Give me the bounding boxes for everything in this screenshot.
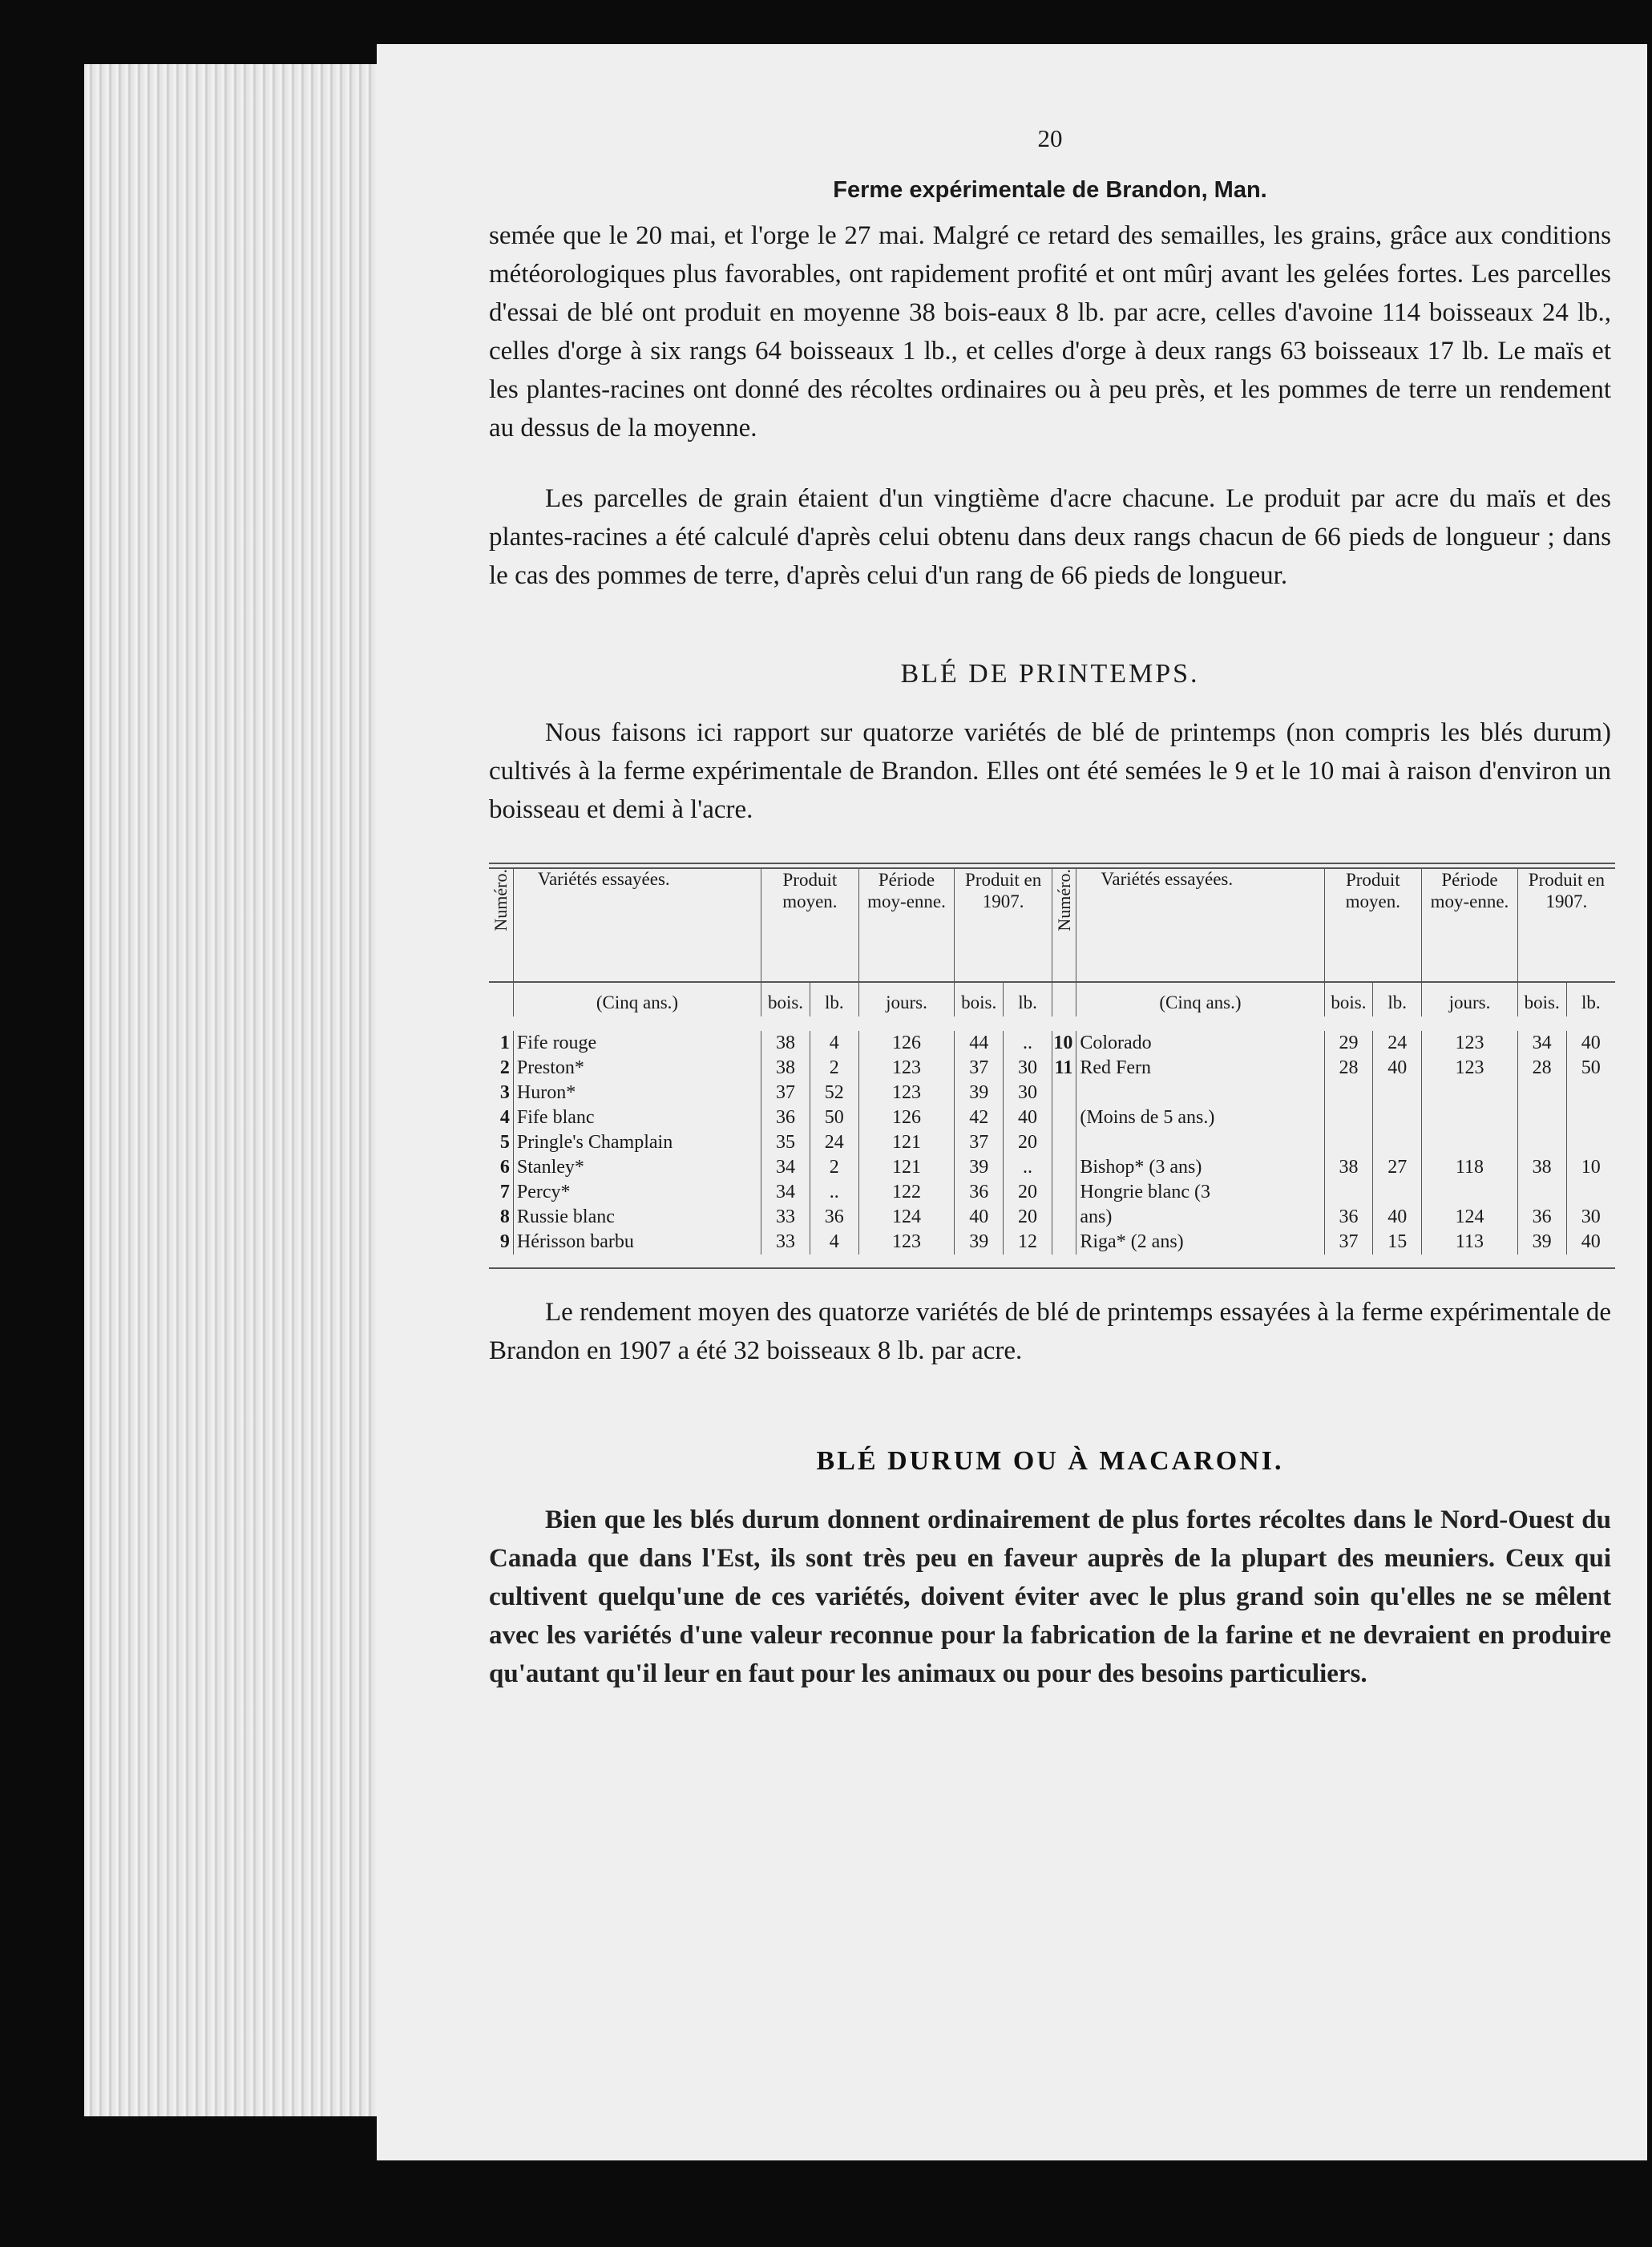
header-produit-1907-left: Produit en 1907. (955, 869, 1052, 982)
left-cell-num: 9 (489, 1230, 513, 1255)
left-cell-name: Russie blanc (513, 1205, 761, 1230)
right-cell-pm-b: 29 (1324, 1031, 1373, 1056)
right-cell-num (1052, 1130, 1076, 1155)
left-cell-pm-l: 36 (810, 1205, 858, 1230)
right-cell-name (1076, 1081, 1324, 1105)
right-cell-p-b: 36 (1517, 1205, 1566, 1230)
left-cell-p-l: 12 (1004, 1230, 1052, 1255)
left-cell-per: 124 (858, 1205, 955, 1230)
header-produit-1907-right: Produit en 1907. (1528, 870, 1605, 911)
left-cell-pm-l: 2 (810, 1056, 858, 1081)
right-cell-pm-b: 28 (1324, 1056, 1373, 1081)
right-cell-pm-l: 40 (1373, 1056, 1422, 1081)
left-cell-num: 8 (489, 1205, 513, 1230)
wheat-table-grid (489, 869, 1615, 1255)
unit-lb: lb. (810, 982, 858, 1016)
right-cell-name: Bishop* (3 ans) (1076, 1155, 1324, 1180)
right-cell-p-l (1566, 1130, 1615, 1155)
left-cell-p-b: 40 (955, 1205, 1004, 1230)
right-cell-num (1052, 1081, 1076, 1105)
left-cell-p-l: 20 (1004, 1180, 1052, 1205)
left-cell-p-b: 39 (955, 1155, 1004, 1180)
left-cell-name: Huron* (513, 1081, 761, 1105)
left-cell-p-b: 44 (955, 1031, 1004, 1056)
section-intro: Nous faisons ici rapport sur quatorze variétés de blé de printemps (non compris les blés durum) cultivés à la ferme expérimentale de Brandon. Elles ont été semées le 9 et le 10 mai à raison d'environ un boisseau et demi à l'acre. (489, 718, 1611, 824)
right-cell-per (1422, 1180, 1518, 1205)
page-number: 20 (1037, 124, 1063, 152)
left-cell-num: 6 (489, 1155, 513, 1180)
left-cell-pm-b: 34 (761, 1180, 810, 1205)
table-row (489, 1230, 1615, 1255)
unit-cinq-ans-right: (Cinq ans.) (1076, 982, 1324, 1016)
right-cell-num: 11 (1052, 1056, 1076, 1081)
right-cell-p-b: 39 (1517, 1230, 1566, 1255)
right-cell-per (1422, 1081, 1518, 1105)
left-cell-per: 121 (858, 1155, 955, 1180)
right-cell-name: ans) (1076, 1205, 1324, 1230)
right-cell-num (1052, 1230, 1076, 1255)
right-cell-p-l: 30 (1581, 1206, 1601, 1227)
header-produit-moyen-right: Produit moyen. (1324, 869, 1422, 982)
left-cell-name: Percy* (513, 1180, 761, 1205)
right-cell-num (1052, 1155, 1076, 1180)
right-cell-pm-l (1373, 1081, 1422, 1105)
right-cell-per: 113 (1422, 1230, 1518, 1255)
left-cell-p-b: 37 (955, 1056, 1004, 1081)
header-varietes-right: Variétés essayées. (1076, 869, 1324, 982)
right-cell-num (1052, 1105, 1076, 1130)
right-cell-pm-b: 37 (1324, 1230, 1373, 1255)
section2-body: Bien que les blés durum donnent ordinairement de plus fortes récoltes dans le Nord-Ouest du Canada que dans l'Est, ils sont très peu en faveur auprès de la plupart des meuniers. Ceux qui cultivent quelqu'une de ces variétés, doivent éviter avec le plus grand soin qu'elles ne se mêlent avec les variétés d'une valeur reconnue pour la fabrication de la farine et ne devraient en produire qu'autant qu'il leur en faut pour les animaux ou pour des besoins particuliers. (489, 1505, 1611, 1688)
left-cell-pm-l: 4 (810, 1230, 858, 1255)
left-cell-per: 122 (858, 1180, 955, 1205)
right-cell-p-l (1566, 1105, 1615, 1130)
right-cell-per: 124 (1422, 1205, 1518, 1230)
left-cell-per: 126 (858, 1105, 955, 1130)
left-cell-pm-b: 38 (761, 1056, 810, 1081)
left-cell-pm-l: 24 (810, 1130, 858, 1155)
right-cell-per: 123 (1422, 1031, 1518, 1056)
header-produit-moyen-left: Produit moyen. (761, 869, 859, 982)
right-cell-pm-b: 38 (1324, 1155, 1373, 1180)
left-cell-num: 3 (489, 1081, 513, 1105)
left-cell-p-l: .. (1004, 1031, 1052, 1056)
left-cell-pm-b: 35 (761, 1130, 810, 1155)
left-cell-pm-l: 4 (810, 1031, 858, 1056)
left-cell-p-b: 37 (955, 1130, 1004, 1155)
right-cell-p-l: 50 (1581, 1057, 1601, 1078)
right-cell-pm-b (1324, 1180, 1373, 1205)
table-row (489, 1056, 1615, 1081)
right-cell-name: Hongrie blanc (3 (1076, 1180, 1324, 1205)
unit-jours: jours. (858, 982, 955, 1016)
table-row (489, 1155, 1615, 1180)
left-cell-pm-l: 52 (810, 1081, 858, 1105)
right-cell-p-b: 38 (1517, 1155, 1566, 1180)
right-cell-num (1052, 1180, 1076, 1205)
unit-bois: bois. (761, 982, 810, 1016)
left-cell-p-b: 36 (955, 1180, 1004, 1205)
unit-jours: jours. (1422, 982, 1518, 1016)
left-cell-pm-b: 33 (761, 1205, 810, 1230)
right-cell-pm-l (1373, 1180, 1422, 1205)
unit-bois: bois. (955, 982, 1004, 1016)
right-cell-pm-b (1324, 1081, 1373, 1105)
paragraph-1: semée que le 20 mai, et l'orge le 27 mai. Malgré ce retard des semailles, les grains, grâce aux conditions météorologiques plus favorables, ont rapidement profité et ont mûrj avant les gelées fortes. Les parcelles d'essai de blé ont produit en moyenne 38 bois-eaux 8 lb. par acre, celles d'avoine 114 boisseaux 24 lb., celles d'orge à six rangs 64 boisseaux 1 lb., et celles d'orge à deux rangs 63 boisseaux 17 lb. Le maïs et les plantes-racines ont donné des récoltes ordinaires ou à peu près, et les pommes de terre un rendement au dessus de la moyenne. (489, 221, 1611, 443)
right-cell-p-b (1517, 1130, 1566, 1155)
unit-lb: lb. (1004, 982, 1052, 1016)
right-cell-per: 123 (1422, 1056, 1518, 1081)
header-numero-left: Numéro. (489, 869, 513, 982)
right-cell-p-l: 40 (1581, 1231, 1601, 1252)
table-row (489, 1205, 1615, 1230)
left-cell-num: 5 (489, 1130, 513, 1155)
unit-cinq-ans-left: (Cinq ans.) (513, 982, 761, 1016)
table-row (489, 1180, 1615, 1205)
right-cell-name: (Moins de 5 ans.) (1076, 1105, 1324, 1130)
table-row (489, 1081, 1615, 1105)
left-cell-p-b: 39 (955, 1081, 1004, 1105)
unit-bois: bois. (1324, 982, 1373, 1016)
left-cell-p-l: .. (1004, 1155, 1052, 1180)
header-periode-right: Période moy-enne. (1422, 869, 1518, 982)
left-cell-pm-l: 2 (810, 1155, 858, 1180)
right-cell-p-b (1517, 1105, 1566, 1130)
left-cell-p-l: 30 (1004, 1081, 1052, 1105)
running-head: Ferme expérimentale de Brandon, Man. (833, 177, 1267, 203)
left-cell-pm-l: .. (810, 1180, 858, 1205)
left-cell-name: Preston* (513, 1056, 761, 1081)
unit-bois: bois. (1517, 982, 1566, 1016)
section-title-ble-printemps: BLÉ DE PRINTEMPS. (900, 659, 1200, 689)
wheat-table (489, 863, 1615, 1269)
left-cell-num: 4 (489, 1105, 513, 1130)
header-varietes-left: Variétés essayées. (513, 869, 761, 982)
left-cell-pm-b: 38 (761, 1031, 810, 1056)
left-cell-p-l: 20 (1004, 1205, 1052, 1230)
left-cell-p-l: 40 (1004, 1105, 1052, 1130)
page-stack-edges (84, 64, 389, 2116)
right-cell-pm-b: 36 (1324, 1205, 1373, 1230)
right-cell-pm-b (1324, 1105, 1373, 1130)
left-cell-p-l: 30 (1004, 1056, 1052, 1081)
right-cell-p-b (1517, 1180, 1566, 1205)
right-cell-name (1076, 1130, 1324, 1155)
right-cell-pm-b (1324, 1130, 1373, 1155)
table-row (489, 1130, 1615, 1155)
unit-lb: lb. (1373, 982, 1422, 1016)
left-cell-num: 2 (489, 1056, 513, 1081)
document-page (377, 44, 1647, 2160)
table-row (489, 1031, 1615, 1056)
left-cell-per: 123 (858, 1081, 955, 1105)
left-cell-pm-b: 33 (761, 1230, 810, 1255)
right-cell-per (1422, 1130, 1518, 1155)
left-cell-name: Fife blanc (513, 1105, 761, 1130)
right-cell-num: 10 (1052, 1031, 1076, 1056)
right-cell-name: Colorado (1076, 1031, 1324, 1056)
left-cell-pm-b: 37 (761, 1081, 810, 1105)
left-cell-pm-b: 36 (761, 1105, 810, 1130)
right-cell-p-b: 34 (1517, 1031, 1566, 1056)
left-cell-num: 1 (489, 1031, 513, 1056)
right-cell-pm-l: 27 (1373, 1155, 1422, 1180)
left-cell-name: Fife rouge (513, 1031, 761, 1056)
page-content (489, 124, 1611, 1693)
left-cell-name: Stanley* (513, 1155, 761, 1180)
section-title-ble-durum: BLÉ DURUM OU À MACARONI. (816, 1446, 1284, 1476)
right-cell-p-l (1566, 1081, 1615, 1105)
left-cell-pm-l: 50 (810, 1105, 858, 1130)
paragraph-2: Les parcelles de grain étaient d'un vingtième d'acre chacune. Le produit par acre du maïs et des plantes-racines a été calculé d'après celui obtenu dans deux rangs chacun de 66 pieds de longueur ; dans le cas des pommes de terre, d'après celui d'un rang de 66 pieds de longueur. (489, 484, 1611, 590)
right-cell-p-l: 40 (1581, 1033, 1601, 1053)
right-cell-p-l (1566, 1180, 1615, 1205)
left-cell-num: 7 (489, 1180, 513, 1205)
right-cell-pm-l: 15 (1373, 1230, 1422, 1255)
unit-lb: lb. (1566, 982, 1615, 1016)
left-cell-p-b: 42 (955, 1105, 1004, 1130)
left-cell-per: 123 (858, 1056, 955, 1081)
right-cell-num (1052, 1205, 1076, 1230)
left-cell-name: Hérisson barbu (513, 1230, 761, 1255)
table-row (489, 1105, 1615, 1130)
left-cell-name: Pringle's Champlain (513, 1130, 761, 1155)
left-cell-p-l: 20 (1004, 1130, 1052, 1155)
right-cell-pm-l (1373, 1130, 1422, 1155)
right-cell-per (1422, 1105, 1518, 1130)
header-periode-left: Période moy-enne. (858, 869, 955, 982)
right-cell-p-b (1517, 1081, 1566, 1105)
left-cell-p-b: 39 (955, 1230, 1004, 1255)
right-cell-pm-l (1373, 1105, 1422, 1130)
right-cell-per: 118 (1422, 1155, 1518, 1180)
left-cell-per: 121 (858, 1130, 955, 1155)
left-cell-per: 126 (858, 1031, 955, 1056)
header-numero-right: Numéro. (1052, 869, 1076, 982)
right-cell-pm-l: 40 (1373, 1205, 1422, 1230)
left-cell-pm-b: 34 (761, 1155, 810, 1180)
right-cell-p-l: 10 (1581, 1157, 1601, 1178)
section-summary: Le rendement moyen des quatorze variétés de blé de printemps essayées à la ferme expérimentale de Brandon en 1907 a été 32 boisseaux 8 lb. par acre. (489, 1298, 1611, 1365)
right-cell-pm-l: 24 (1373, 1031, 1422, 1056)
left-cell-per: 123 (858, 1230, 955, 1255)
right-cell-p-b: 28 (1517, 1056, 1566, 1081)
right-cell-name: Red Fern (1076, 1056, 1324, 1081)
right-cell-name: Riga* (2 ans) (1076, 1230, 1324, 1255)
